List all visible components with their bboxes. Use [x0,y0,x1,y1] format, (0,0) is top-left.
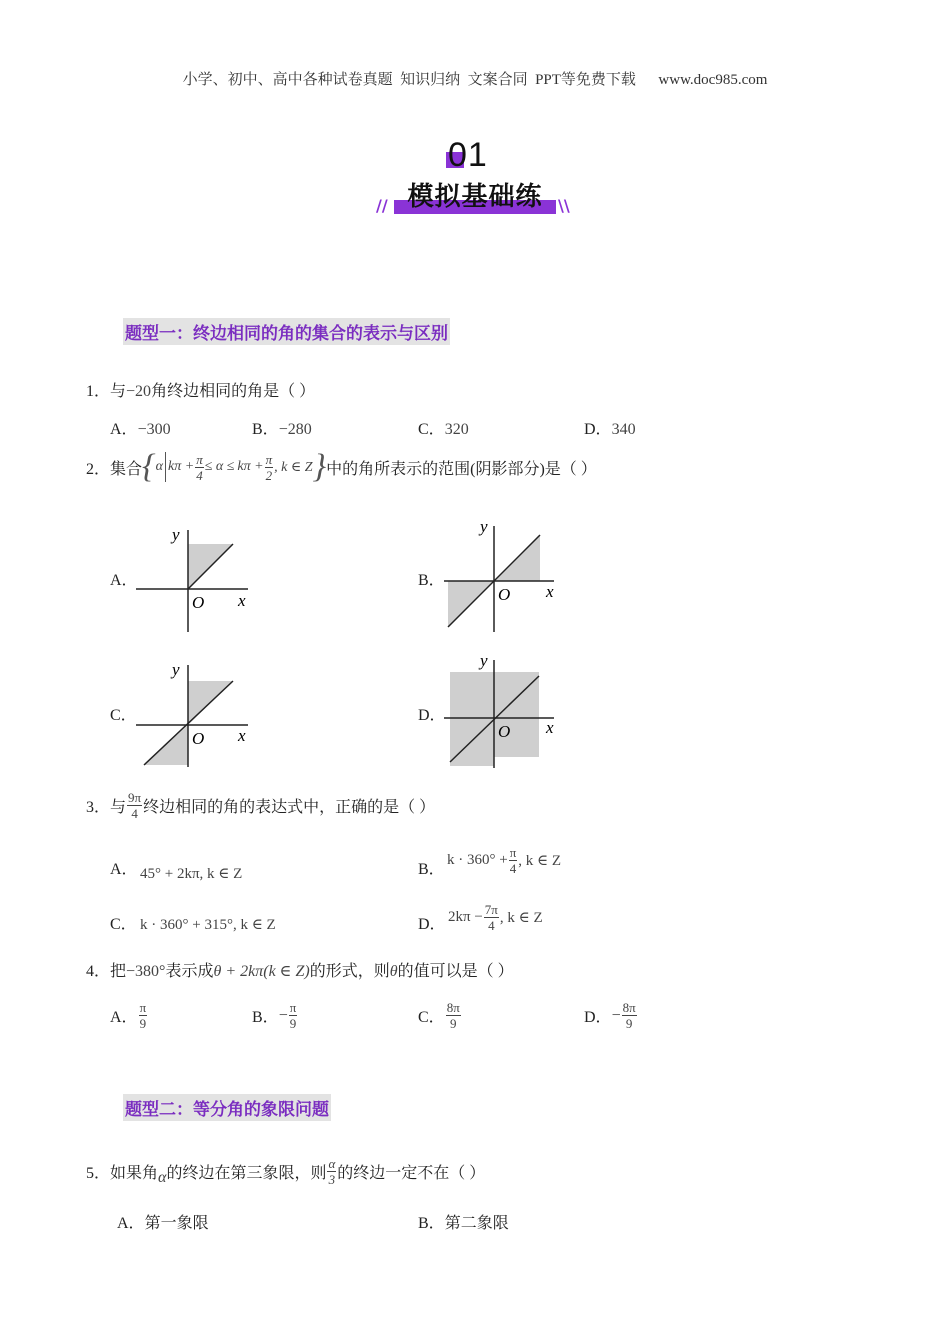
y-axis-label: y [480,517,488,536]
option-label: A． [117,1215,145,1232]
y-axis-label: y [172,525,180,544]
banner-title: 模拟基础练 [407,182,543,212]
q4-angle: −380° [126,963,166,980]
option-value: 第一象限 [144,1215,209,1232]
banner-right-deco: \\ [558,196,570,215]
set-term: kπ + [237,459,264,474]
q3-option-d-label: D． [418,916,446,933]
origin-label: O [192,729,205,748]
q3-fraction: $\frac{9\pi}{4}$ [128,790,142,821]
banner-left-deco: // [376,196,388,215]
q5-pre: 如果角 [110,1165,159,1182]
q2-pre: 集合 [110,460,143,478]
q1-option-c [418,416,469,439]
question-number: 5． [86,1165,111,1182]
q4-pre: 把 [110,963,127,980]
option-label: B． [252,1009,279,1026]
x-axis-label: x [546,718,554,737]
q5-fraction: $\frac{\alpha}{3}$ [328,1156,336,1187]
q1-post: 角终边相同的角是（ ） [151,383,316,400]
q3-option-a-value: 45° + 2kπ, k ∈ Z [140,866,243,882]
q2-option-a-label: A． [110,572,138,589]
x-axis-label: x [546,582,554,601]
page-header: 小学、初中、高中各种试卷真题 知识归纳 文案合同 PPT等免费下载 www.doc985.com [182,72,768,88]
option-label: A． [110,421,138,438]
question-1 [86,378,315,401]
option-label: D． [584,1009,612,1026]
option-value: −280 [278,421,312,438]
option-label: D． [584,421,612,438]
q4-mid: 的形式，则 [309,963,390,980]
option-value: 320 [444,421,469,438]
option-value: 340 [611,421,636,438]
fraction: $\frac{8\pi}{9}$ [446,1000,460,1031]
origin-label: O [498,722,511,741]
q2-post: 中的角所表示的范围(阴影部分)是（ ） [326,460,597,478]
set-separator [165,452,166,482]
q5-mid: 的终边在第三象限，则 [166,1165,327,1182]
fraction: $\frac{8\pi}{9}$ [622,1000,636,1031]
fraction: $\frac{\pi}{4}$ [509,845,517,876]
question-4 [86,958,514,981]
q4-option-c [418,1000,462,1031]
q5-post: 的终边一定不在（ ） [337,1165,486,1182]
q4-expression: θ + 2kπ(k ∈ Z) [213,963,310,980]
fraction: $\frac{7\pi}{4}$ [484,902,498,933]
q2-option-b-label: B． [418,572,445,589]
fraction: $\frac{\pi}{2}$ [265,451,273,483]
q3-option-d-value: 2kπ − $\frac{7\pi}{4}$ , k ∈ Z [448,902,543,933]
q4-post: 的值可以是（ ） [397,963,514,980]
q3-option-b-value: k · 360° + $\frac{\pi}{4}$ , k ∈ Z [447,845,562,876]
q3-pre: 与 [110,799,127,816]
section-title: 题型一：终边相同的角的集合的表示与区别 [123,318,450,345]
fraction: $\frac{\pi}{4}$ [196,451,203,483]
q1-pre: 与 [110,383,127,400]
q2-option-c-graph [136,655,266,770]
q1-option-a [110,416,171,439]
origin-label: O [498,585,511,604]
question-2 [86,450,597,484]
q3-option-b-label: B． [418,861,445,878]
q2-option-b-graph [440,512,570,637]
question-number: 1． [86,383,111,400]
fraction: $\frac{\pi}{9}$ [289,1000,297,1031]
q4-mid: 表示成 [165,963,214,980]
question-5 [86,1156,485,1187]
y-axis-label: y [480,651,488,670]
q5-alpha: α [158,1168,167,1186]
q4-option-a [110,1000,148,1031]
q2-set-expression [142,450,326,484]
q4-option-d: D． − $\frac{8\pi}{9}$ [584,1000,636,1031]
y-axis-label: y [172,660,180,679]
q3-option-a-label: A． [110,861,138,878]
option-label: C． [418,1009,445,1026]
question-3 [86,790,435,821]
set-term: , k ∈ Z [274,459,313,475]
q1-option-d [584,416,636,439]
q2-option-d-graph [440,646,570,771]
option-label: C． [418,421,445,438]
q2-option-c-label: C． [110,707,137,724]
question-number: 3． [86,799,111,816]
option-label: B． [418,1215,445,1232]
set-close-brace: } [312,448,327,485]
x-axis-label: x [238,726,246,745]
option-value: 第二象限 [444,1215,509,1232]
x-axis-label: x [238,591,246,610]
option-label: A． [110,1009,138,1026]
q2-option-a-graph [136,520,266,635]
set-term: kπ + [168,459,195,474]
q3-post: 终边相同的角的表达式中，正确的是（ ） [143,799,436,816]
option-label: B． [252,421,279,438]
section-title: 题型二：等分角的象限问题 [123,1094,331,1121]
question-number: 2． [86,460,111,478]
q1-angle: −20 [126,383,152,400]
q1-option-b [252,416,312,439]
banner-number: 01 [448,136,488,174]
q3-option-c-value: k · 360° + 315°, k ∈ Z [140,917,276,933]
fraction: $\frac{\pi}{9}$ [139,1000,147,1031]
q4-theta: θ [389,963,398,980]
set-open-brace: { [142,448,156,485]
q5-option-a [117,1210,209,1233]
set-alpha: α [155,459,163,474]
question-number: 4． [86,963,111,980]
option-value: −300 [137,421,171,438]
origin-label: O [192,593,205,612]
q4-option-b: B． − $\frac{\pi}{9}$ [252,1000,297,1031]
q3-option-c-label: C． [110,916,137,933]
q5-option-b [418,1210,509,1233]
q2-option-d-label: D． [418,707,446,724]
set-term: ≤ α ≤ [204,459,235,474]
